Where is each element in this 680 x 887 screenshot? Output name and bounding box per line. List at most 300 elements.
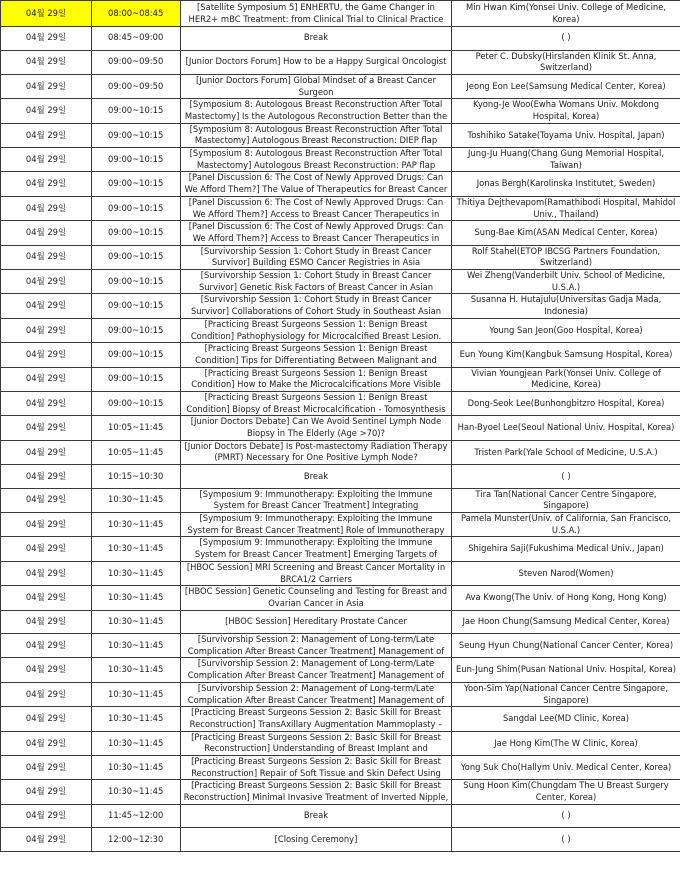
table-row	[1, 756, 680, 780]
date-cell	[1, 658, 92, 682]
session-title-text: Break	[303, 810, 329, 821]
speaker-cell	[452, 561, 680, 585]
session-title-text: [Satellite Symposium 5] ENHERTU, the Game Changer in HER2+ mBC Treatment: from Clinical Trial to Clinical Practice	[188, 1, 444, 24]
table-row	[1, 74, 680, 98]
time-cell	[92, 586, 181, 610]
session-title-cell	[181, 123, 452, 147]
session-title-cell	[181, 196, 452, 220]
session-title-cell	[181, 50, 452, 74]
date-text: 04월 29일	[25, 397, 67, 408]
speaker-text: Young San Jeon(Goo Hospital, Korea)	[489, 324, 643, 335]
table-row	[1, 318, 680, 342]
date-text: 04월 29일	[25, 251, 67, 262]
date-cell	[1, 465, 92, 489]
time-text: 09:00~10:15	[108, 105, 164, 116]
date-cell	[1, 148, 92, 172]
date-cell	[1, 537, 92, 561]
time-cell	[92, 682, 181, 706]
session-title-cell	[181, 440, 452, 464]
time-cell	[92, 50, 181, 74]
time-cell	[92, 148, 181, 172]
time-text: 09:00~09:50	[108, 80, 164, 91]
time-text: 10:30~11:45	[108, 688, 164, 699]
speaker-text: Vivian Youngjean Park(Yonsei Univ. College of Medicine, Korea)	[471, 367, 661, 390]
speaker-text: Tira Tan(National Cancer Centre Singapore, Singapore)	[475, 488, 657, 511]
time-cell	[92, 707, 181, 731]
time-cell	[92, 440, 181, 464]
table-row	[1, 586, 680, 610]
date-text: 04월 29일	[25, 349, 67, 360]
date-cell	[1, 221, 92, 245]
session-title-cell	[181, 682, 452, 706]
table-row	[1, 537, 680, 561]
date-text: 04월 29일	[25, 275, 67, 286]
date-text: 04월 29일	[25, 639, 67, 650]
time-text: 09:00~10:15	[108, 373, 164, 384]
session-title-text: [Panel Discussion 6: The Cost of Newly Approved Drugs: Can We Afford Them?] The Value of Therapeutics for Breast Cancer	[184, 172, 448, 195]
time-cell	[92, 245, 181, 269]
session-title-text: [Symposium 8: Autologous Breast Reconstruction After Total Mastectomy] Autologous Breast Reconstruction: PAP flap	[189, 148, 443, 170]
session-title-text: [Practicing Breast Surgeons Session 1: Benign Breast Condition] Pathophysiology for Microcalcified Breast Lesion.	[190, 318, 442, 341]
date-cell	[1, 1, 92, 27]
speaker-text: Wei Zheng(Vanderbilt Univ. School of Medicine, U.S.A.)	[466, 270, 666, 292]
table-row	[1, 610, 680, 634]
date-cell	[1, 488, 92, 512]
date-cell	[1, 391, 92, 415]
session-title-cell	[181, 561, 452, 585]
date-text: 04월 29일	[25, 543, 67, 554]
speaker-cell	[452, 27, 680, 51]
table-row	[1, 513, 680, 537]
date-text: 04월 29일	[25, 7, 67, 18]
date-cell	[1, 318, 92, 342]
time-cell	[92, 465, 181, 489]
time-text: 08:00~08:45	[108, 7, 164, 18]
session-title-text: [Practicing Breast Surgeons Session 1: Benign Breast Condition] Biopsy of Breast Microcalcification - Tomosynthesis	[186, 391, 446, 414]
session-title-cell	[181, 658, 452, 682]
speaker-cell	[452, 756, 680, 780]
date-text: 04월 29일	[25, 202, 67, 213]
time-text: 10:30~11:45	[108, 518, 164, 529]
time-text: 10:30~11:45	[108, 543, 164, 554]
speaker-text: Yong Suk Cho(Hallym Univ. Medical Center, Korea)	[460, 761, 672, 772]
date-text: 04월 29일	[25, 373, 67, 384]
date-cell	[1, 513, 92, 537]
speaker-cell	[452, 318, 680, 342]
date-cell	[1, 99, 92, 123]
session-title-text: [Practicing Breast Surgeons Session 2: Basic Skill for Breast Reconstruction] Repair of Soft Tissue and Skin Defect Using	[191, 756, 441, 778]
date-text: 04월 29일	[25, 446, 67, 457]
session-title-cell	[181, 221, 452, 245]
session-title-text: [Survivorship Session 1: Cohort Study in Breast Cancer Survivor] Building ESMO Cancer Registries in Asia	[200, 245, 432, 268]
date-cell	[1, 367, 92, 391]
speaker-text: Sung-Bae Kim(ASAN Medical Center, Korea)	[474, 227, 658, 238]
time-cell	[92, 731, 181, 755]
session-title-cell	[181, 537, 452, 561]
speaker-text: Eun Young Kim(Kangbuk Samsung Hospital, Korea)	[459, 349, 673, 360]
speaker-cell	[452, 391, 680, 415]
session-title-cell	[181, 707, 452, 731]
date-text: 04월 29일	[25, 518, 67, 529]
speaker-text: Jeong Eon Lee(Samsung Medical Center, Korea)	[466, 80, 666, 91]
time-text: 10:05~11:45	[108, 446, 164, 457]
table-row	[1, 27, 680, 51]
date-cell	[1, 245, 92, 269]
session-title-cell	[181, 756, 452, 780]
date-cell	[1, 586, 92, 610]
speaker-text: Jonas Bergh(Karolinska Institutet, Sweden)	[476, 178, 656, 189]
date-cell	[1, 561, 92, 585]
time-cell	[92, 367, 181, 391]
time-text: 10:30~11:45	[108, 664, 164, 675]
speaker-cell	[452, 1, 680, 27]
date-text: 04월 29일	[25, 713, 67, 724]
time-cell	[92, 488, 181, 512]
time-text: 09:00~10:15	[108, 227, 164, 238]
speaker-text: Ava Kwong(The Univ. of Hong Kong, Hong Kong)	[465, 592, 667, 603]
time-cell	[92, 99, 181, 123]
date-text: 04월 29일	[25, 810, 67, 821]
session-title-cell	[181, 731, 452, 755]
speaker-cell	[452, 682, 680, 706]
date-text: 04월 29일	[25, 761, 67, 772]
speaker-text: Peter C. Dubsky(Hirslanden Klinik St. Anna, Switzerland)	[475, 50, 657, 73]
table-row	[1, 804, 680, 828]
session-title-text: Break	[303, 470, 329, 481]
speaker-cell	[452, 465, 680, 489]
date-text: 04월 29일	[25, 615, 67, 626]
date-cell	[1, 682, 92, 706]
speaker-cell	[452, 440, 680, 464]
speaker-text: Kyong-Je Woo(Ewha Womans Univ. Mokdong Hospital, Korea)	[472, 99, 660, 121]
speaker-text: Tristen Park(Yale School of Medicine, U.S.A.)	[474, 446, 658, 457]
date-cell	[1, 707, 92, 731]
speaker-text: Yoon-Sim Yap(National Cancer Centre Singapore, Singapore)	[463, 682, 668, 705]
date-cell	[1, 804, 92, 828]
speaker-cell	[452, 731, 680, 755]
speaker-text: Thitiya Dejthevapom(Ramathibodi Hospital, Mahidol Univ., Thailand)	[456, 196, 676, 219]
speaker-text: Pamela Munster(Univ. of California, San Francisco, U.S.A.)	[460, 513, 671, 535]
time-cell	[92, 634, 181, 658]
date-cell	[1, 343, 92, 367]
date-text: 04월 29일	[25, 178, 67, 189]
speaker-cell	[452, 74, 680, 98]
table-row	[1, 294, 680, 318]
table-row	[1, 707, 680, 731]
speaker-cell	[452, 488, 680, 512]
date-cell	[1, 756, 92, 780]
session-title-text: [HBOC Session] Genetic Counseling and Testing for Breast and Ovarian Cancer in Asia	[184, 586, 448, 608]
speaker-cell	[452, 245, 680, 269]
time-text: 10:05~11:45	[108, 422, 164, 433]
table-row	[1, 561, 680, 585]
table-row	[1, 221, 680, 245]
session-title-cell	[181, 488, 452, 512]
session-title-cell	[181, 172, 452, 196]
date-text: 04월 29일	[25, 470, 67, 481]
date-cell	[1, 610, 92, 634]
time-text: 09:00~10:15	[108, 300, 164, 311]
session-title-text: [HBOC Session] MRI Screening and Breast Cancer Mortality in BRCA1/2 Carriers	[186, 561, 446, 584]
speaker-cell	[452, 99, 680, 123]
date-cell	[1, 828, 92, 852]
date-cell	[1, 196, 92, 220]
date-cell	[1, 172, 92, 196]
date-text: 04월 29일	[25, 786, 67, 797]
session-title-text: [Survivorship Session 2: Management of Long-term/Late Complication After Breast Cancer Treatment] Management of	[187, 658, 445, 681]
session-title-text: [Junior Doctors Forum] Global Mindset of a Breast Cancer Surgeon	[195, 74, 437, 97]
table-row	[1, 1, 680, 27]
speaker-text: Shigehira Saji(Fukushima Medical Univ., Japan)	[468, 543, 664, 554]
date-cell	[1, 416, 92, 440]
session-title-cell	[181, 804, 452, 828]
table-row	[1, 367, 680, 391]
session-title-text: [Panel Discussion 6: The Cost of Newly Approved Drugs: Can We Afford Them?] Access to Breast Cancer Therapeutics in	[188, 196, 444, 219]
time-text: 09:00~10:15	[108, 178, 164, 189]
date-text: 04월 29일	[25, 833, 67, 844]
time-text: 09:00~10:15	[108, 251, 164, 262]
table-row	[1, 465, 680, 489]
speaker-cell	[452, 123, 680, 147]
session-title-text: [Closing Ceremony]	[274, 833, 358, 844]
table-row	[1, 488, 680, 512]
session-title-cell	[181, 74, 452, 98]
speaker-text: ( )	[561, 833, 571, 844]
table-row	[1, 123, 680, 147]
time-cell	[92, 658, 181, 682]
table-row	[1, 172, 680, 196]
time-cell	[92, 294, 181, 318]
session-title-text: [Symposium 8: Autologous Breast Reconstruction After Total Mastectomy] Is the Autologous Reconstruction Better than the	[184, 99, 448, 121]
time-text: 09:00~09:50	[108, 56, 164, 67]
table-row	[1, 440, 680, 464]
table-row	[1, 343, 680, 367]
speaker-text: Susanna H. Hutajulu(Universitas Gadja Mada, Indonesia)	[470, 294, 662, 317]
session-title-text: [Symposium 9: Immunotherapy: Exploiting the Immune System for Breast Cancer Treatment] Integrating	[199, 488, 433, 511]
table-row	[1, 634, 680, 658]
session-title-cell	[181, 465, 452, 489]
speaker-text: Eun-Jung Shim(Pusan National Univ. Hospital, Korea)	[456, 664, 676, 675]
session-title-cell	[181, 1, 452, 27]
session-title-text: [Junior Doctors Debate] Is Post-mastectomy Radiation Therapy (PMRT) Necessary for One Positive Lymph Node?	[184, 440, 448, 463]
speaker-text: Toshihiko Satake(Toyama Univ. Hospital, Japan)	[467, 129, 665, 140]
speaker-text: Rolf Stahel(ETOP IBCSG Partners Foundation, Switzerland)	[471, 245, 661, 268]
speaker-text: Jae Hong Kim(The W Clinic, Korea)	[494, 737, 638, 748]
session-title-text: [Practicing Breast Surgeons Session 2: Basic Skill for Breast Reconstruction] Understanding of Breast Implant and	[191, 731, 441, 754]
date-cell	[1, 27, 92, 51]
session-title-text: [Practicing Breast Surgeons Session 1: Benign Breast Condition] How to Make the Microcalcifications More Visible	[191, 367, 441, 390]
session-title-text: [Panel Discussion 6: The Cost of Newly Approved Drugs: Can We Afford Them?] Access to Breast Cancer Therapeutics in	[188, 221, 444, 243]
time-cell	[92, 123, 181, 147]
time-text: 10:30~11:45	[108, 761, 164, 772]
table-row	[1, 416, 680, 440]
speaker-cell	[452, 416, 680, 440]
speaker-text: Han-Byoel Lee(Seoul National Univ. Hospital, Korea)	[457, 422, 675, 433]
session-title-cell	[181, 245, 452, 269]
date-cell	[1, 294, 92, 318]
session-title-cell	[181, 780, 452, 804]
session-title-text: [Survivorship Session 2: Management of Long-term/Late Complication After Breast Cancer Treatment] Management of	[187, 682, 445, 705]
table-row	[1, 50, 680, 74]
speaker-cell	[452, 221, 680, 245]
date-text: 04월 29일	[25, 737, 67, 748]
speaker-cell	[452, 780, 680, 804]
date-text: 04월 29일	[25, 567, 67, 578]
table-row	[1, 270, 680, 294]
speaker-cell	[452, 343, 680, 367]
date-cell	[1, 50, 92, 74]
date-cell	[1, 440, 92, 464]
table-row	[1, 828, 680, 852]
speaker-text: Sangdal Lee(MD Clinic, Korea)	[502, 713, 629, 724]
speaker-cell	[452, 707, 680, 731]
speaker-text: ( )	[561, 470, 571, 481]
table-row	[1, 731, 680, 755]
session-title-cell	[181, 148, 452, 172]
date-text: 04월 29일	[25, 153, 67, 164]
time-cell	[92, 270, 181, 294]
time-text: 10:30~11:45	[108, 737, 164, 748]
date-cell	[1, 634, 92, 658]
date-cell	[1, 74, 92, 98]
session-title-text: Break	[303, 32, 329, 43]
session-title-cell	[181, 367, 452, 391]
time-cell	[92, 804, 181, 828]
speaker-text: Jae Hoon Chung(Samsung Medical Center, Korea)	[462, 615, 670, 626]
time-cell	[92, 172, 181, 196]
session-title-cell	[181, 828, 452, 852]
time-cell	[92, 513, 181, 537]
date-cell	[1, 731, 92, 755]
table-row	[1, 245, 680, 269]
session-title-cell	[181, 391, 452, 415]
date-text: 04월 29일	[25, 105, 67, 116]
time-cell	[92, 756, 181, 780]
date-cell	[1, 123, 92, 147]
session-title-text: [Practicing Breast Surgeons Session 1: Benign Breast Condition] Tips for Differentiating Between Malignant and	[195, 343, 437, 365]
table-row	[1, 682, 680, 706]
date-text: 04월 29일	[25, 227, 67, 238]
time-text: 10:30~11:45	[108, 494, 164, 505]
speaker-cell	[452, 270, 680, 294]
session-title-cell	[181, 27, 452, 51]
date-text: 04월 29일	[25, 129, 67, 140]
table-row	[1, 148, 680, 172]
time-cell	[92, 780, 181, 804]
session-title-text: [Practicing Breast Surgeons Session 2: Basic Skill for Breast Reconstruction] TransAxillary Augmentation Mammoplasty –	[189, 707, 443, 729]
date-text: 04월 29일	[25, 56, 67, 67]
table-row	[1, 658, 680, 682]
date-text: 04월 29일	[25, 592, 67, 603]
schedule-body	[1, 1, 680, 852]
time-text: 10:30~11:45	[108, 615, 164, 626]
speaker-cell	[452, 586, 680, 610]
session-title-cell	[181, 270, 452, 294]
time-text: 09:00~10:15	[108, 275, 164, 286]
time-cell	[92, 610, 181, 634]
speaker-text: ( )	[561, 32, 571, 43]
speaker-cell	[452, 634, 680, 658]
time-text: 09:00~10:15	[108, 202, 164, 213]
session-title-cell	[181, 318, 452, 342]
speaker-cell	[452, 658, 680, 682]
speaker-cell	[452, 537, 680, 561]
speaker-cell	[452, 294, 680, 318]
speaker-cell	[452, 828, 680, 852]
date-cell	[1, 270, 92, 294]
time-cell	[92, 416, 181, 440]
session-title-text: [Survivorship Session 1: Cohort Study in Breast Cancer Survivor] Genetic Risk Factors of Breast Cancer in Asian	[198, 270, 434, 292]
session-title-cell	[181, 610, 452, 634]
session-title-cell	[181, 294, 452, 318]
table-row	[1, 391, 680, 415]
time-cell	[92, 828, 181, 852]
time-text: 09:00~10:15	[108, 397, 164, 408]
speaker-text: Steven Narod(Women)	[518, 567, 614, 578]
time-cell	[92, 27, 181, 51]
time-text: 08:45~09:00	[108, 32, 164, 43]
session-title-text: [Symposium 9: Immunotherapy: Exploiting the Immune System for Breast Cancer Treatment] Role of Immunotherapy	[187, 513, 445, 535]
time-text: 12:00~12:30	[108, 833, 164, 844]
speaker-text: Jung-Ju Huang(Chang Gung Memorial Hospital, Taiwan)	[467, 148, 664, 170]
table-row	[1, 99, 680, 123]
speaker-cell	[452, 148, 680, 172]
table-row	[1, 196, 680, 220]
session-title-text: [Symposium 9: Immunotherapy: Exploiting the Immune System for Breast Cancer Treatment] Emerging Targets of	[194, 537, 438, 560]
time-text: 10:30~11:45	[108, 713, 164, 724]
date-text: 04월 29일	[25, 32, 67, 43]
time-cell	[92, 74, 181, 98]
time-text: 10:15~10:30	[108, 470, 164, 481]
speaker-cell	[452, 513, 680, 537]
time-text: 09:00~10:15	[108, 153, 164, 164]
date-cell	[1, 780, 92, 804]
time-cell	[92, 1, 181, 27]
session-title-text: [Survivorship Session 1: Cohort Study in Breast Cancer Survivor] Collaborations of Cohort Study in Southeast Asian	[190, 294, 442, 317]
date-text: 04월 29일	[25, 664, 67, 675]
session-title-cell	[181, 513, 452, 537]
time-cell	[92, 561, 181, 585]
time-cell	[92, 221, 181, 245]
session-title-text: [Survivorship Session 2: Management of Long-term/Late Complication After Breast Cancer Treatment] Management of	[187, 634, 445, 656]
session-title-text: [Symposium 8: Autologous Breast Reconstruction After Total Mastectomy] Autologous Breast Reconstruction: DIEP flap	[189, 123, 443, 146]
speaker-text: Dong-Seok Lee(Bunhongbitzro Hospital, Korea)	[467, 397, 665, 408]
time-text: 09:00~10:15	[108, 129, 164, 140]
speaker-cell	[452, 804, 680, 828]
time-cell	[92, 391, 181, 415]
date-text: 04월 29일	[25, 300, 67, 311]
session-title-cell	[181, 586, 452, 610]
time-text: 10:30~11:45	[108, 786, 164, 797]
session-title-text: [HBOC Session] Hereditary Prostate Cancer	[225, 615, 407, 626]
table-row	[1, 780, 680, 804]
speaker-cell	[452, 367, 680, 391]
time-text: 09:00~10:15	[108, 324, 164, 335]
session-title-cell	[181, 634, 452, 658]
speaker-text: ( )	[561, 810, 571, 821]
date-text: 04월 29일	[25, 324, 67, 335]
time-cell	[92, 537, 181, 561]
time-text: 09:00~10:15	[108, 349, 164, 360]
session-title-cell	[181, 99, 452, 123]
speaker-cell	[452, 610, 680, 634]
speaker-cell	[452, 50, 680, 74]
time-cell	[92, 318, 181, 342]
session-title-text: [Junior Doctors Debate] Can We Avoid Sentinel Lymph Node Biopsy in The Elderly (Age >70)?	[190, 416, 442, 439]
session-title-text: [Junior Doctors Forum] How to be a Happy Surgical Oncologist	[185, 56, 447, 67]
date-text: 04월 29일	[25, 80, 67, 91]
session-title-text: [Practicing Breast Surgeons Session 2: Basic Skill for Breast Reconstruction] Minimal Invasive Treatment of Inverted Nipple,	[183, 780, 449, 803]
